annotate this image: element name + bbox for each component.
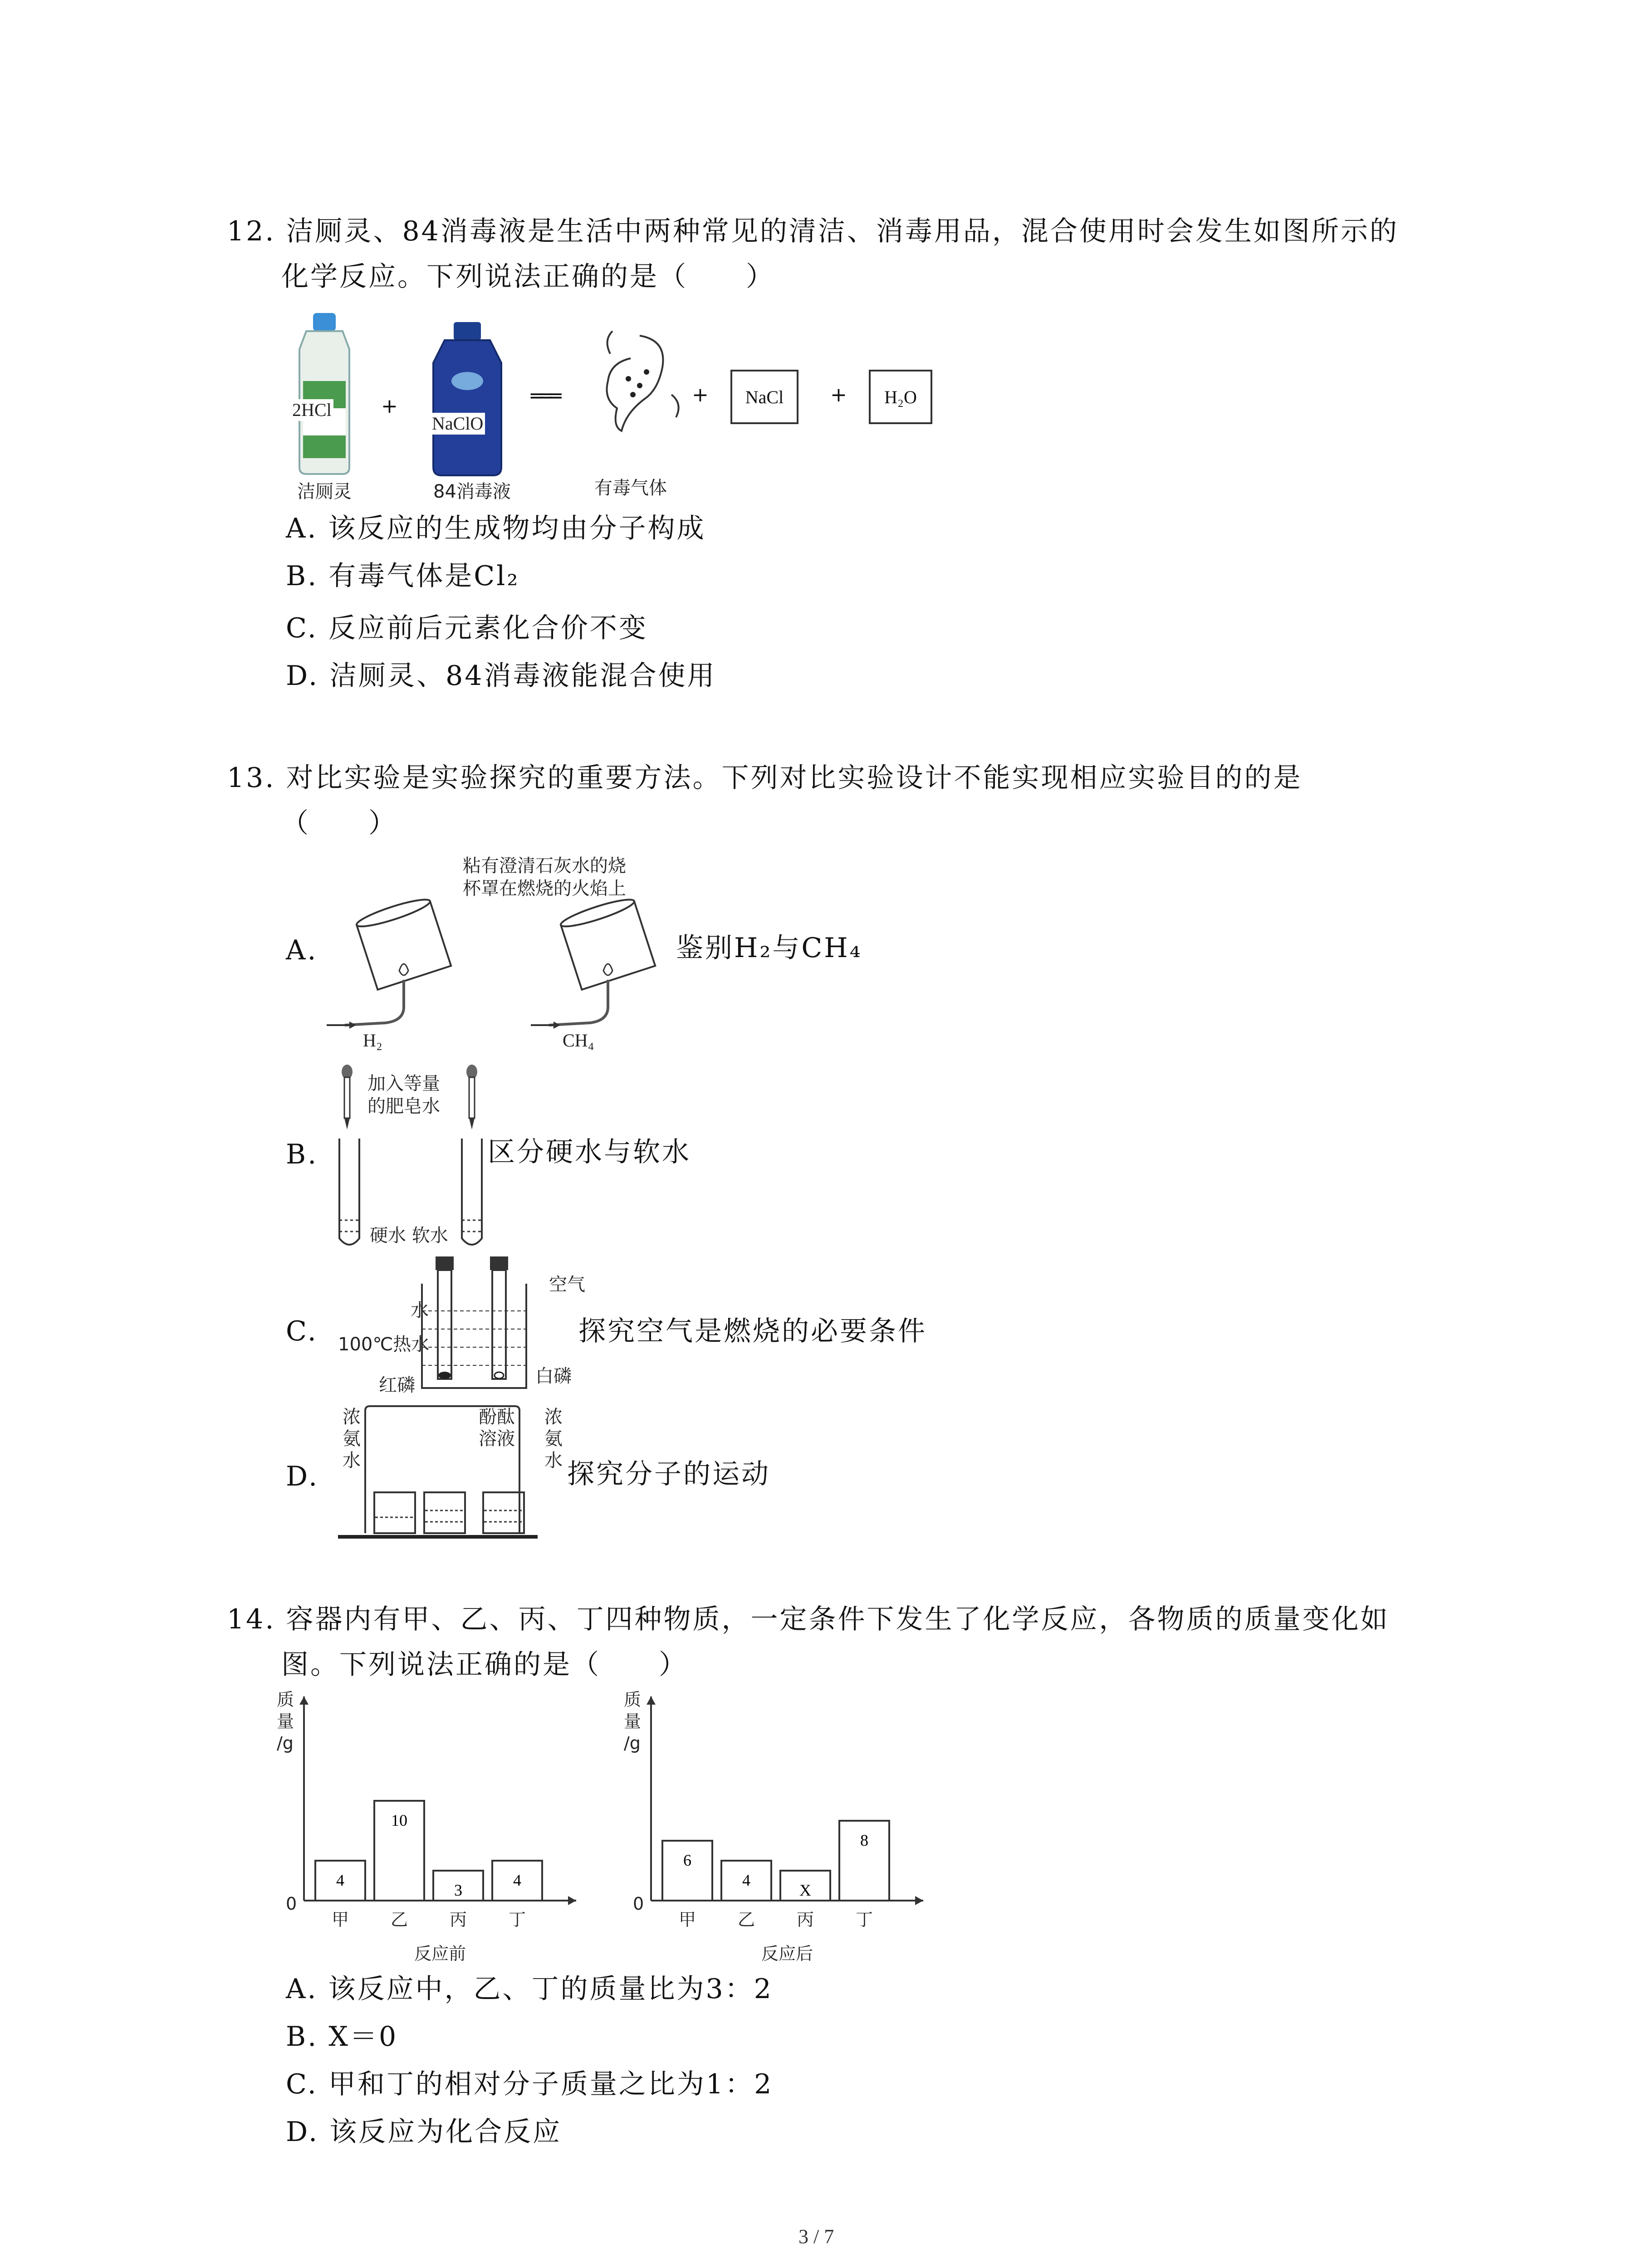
y-axis-label: 质量/g <box>624 1690 642 1753</box>
category-label: 丙 <box>796 1910 814 1930</box>
dropper-icon <box>463 1064 481 1132</box>
q13d-label-left: 浓 氨 水 <box>343 1407 361 1471</box>
test-tube-icon <box>336 1139 363 1252</box>
bar-value-label: 3 <box>454 1881 462 1899</box>
plus-sign: + <box>381 395 398 418</box>
bar-value-label: 4 <box>336 1871 344 1889</box>
q13a-gas2: CH₄ <box>563 1030 594 1051</box>
q13c-label-white: 白磷 <box>535 1366 572 1387</box>
beaker-over-flame-icon <box>336 903 517 1039</box>
q13d-label-right: 浓 氨 水 <box>544 1407 563 1471</box>
origin-label: 0 <box>633 1894 644 1914</box>
bar-value-label: 10 <box>391 1811 407 1829</box>
bar-value-label: 4 <box>742 1871 750 1889</box>
dropper-icon <box>338 1064 356 1132</box>
q12-option-d: D. 洁厕灵、84消毒液能混合使用 <box>286 660 716 692</box>
x-axis-arrow <box>915 1896 923 1905</box>
disinfectant-bottle-icon <box>422 322 513 476</box>
bar <box>662 1841 712 1901</box>
category-label: 丁 <box>508 1910 526 1930</box>
bar-chart-after <box>619 1687 946 1973</box>
bar-value-label: 4 <box>513 1871 521 1889</box>
q13b-bottom-label: 硬水 软水 <box>370 1225 448 1246</box>
q13c-label-red: 红磷 <box>379 1375 415 1396</box>
y-axis-label: 质量/g <box>277 1690 294 1753</box>
category-label: 丙 <box>449 1910 467 1930</box>
q13d-letter: D. <box>286 1461 319 1492</box>
q12-option-a: A. 该反应的生成物均由分子构成 <box>286 513 706 544</box>
q13c-label-water: 水 <box>411 1300 429 1321</box>
reactant1-name: 洁厕灵 <box>297 481 352 502</box>
q13b-caption-line2: 的肥皂水 <box>367 1096 440 1117</box>
toilet-cleaner-bottle-icon <box>281 313 367 476</box>
q13-stem-line2: （ ） <box>281 807 397 839</box>
q12-option-c: C. 反应前后元素化合价不变 <box>286 612 648 644</box>
q13c-text: 探究空气是燃烧的必要条件 <box>578 1315 927 1347</box>
plus-sign: + <box>830 383 847 406</box>
beaker-over-flame-icon <box>540 903 721 1039</box>
q13b-letter: B. <box>286 1139 318 1170</box>
category-label: 甲 <box>331 1910 349 1930</box>
page-number: 3 / 7 <box>798 2225 834 2248</box>
h2o-box: H₂O <box>869 370 932 424</box>
molecule-motion-apparatus-icon <box>338 1402 547 1542</box>
q13a-caption-line2: 杯罩在燃烧的火焰上 <box>463 878 626 899</box>
nacl-box: NaCl <box>730 370 798 424</box>
y-axis-arrow <box>299 1696 309 1705</box>
test-tube-icon <box>458 1139 485 1252</box>
q14-option-c: C. 甲和丁的相对分子质量之比为1：2 <box>286 2068 774 2100</box>
q14-stem-line2: 图。下列说法正确的是（ ） <box>281 1649 688 1681</box>
q12-stem-line2: 化学反应。下列说法正确的是（ ） <box>281 261 775 293</box>
q13a-text: 鉴别H₂与CH₄ <box>676 932 862 964</box>
chart-title: 反应后 <box>761 1944 813 1964</box>
q12-option-b: B. 有毒气体是Cl₂ <box>286 560 520 592</box>
product1-name: 有毒气体 <box>594 478 667 499</box>
bar-value-label: X <box>799 1881 811 1899</box>
toxic-gas-cloud-icon <box>585 327 690 445</box>
q13c-letter: C. <box>286 1315 318 1347</box>
chart-title: 反应前 <box>414 1944 466 1964</box>
equals-sign: ═══ <box>531 385 559 408</box>
category-label: 甲 <box>678 1910 696 1930</box>
reactant2-name: 84消毒液 <box>433 481 511 502</box>
bar-value-label: 6 <box>683 1851 691 1869</box>
category-label: 乙 <box>737 1910 755 1930</box>
q14-option-a: A. 该反应中，乙、丁的质量比为3：2 <box>286 1973 773 2005</box>
reactant2-formula: NaClO <box>430 413 485 435</box>
origin-label: 0 <box>286 1894 297 1914</box>
q13a-caption-line1: 粘有澄清石灰水的烧 <box>463 855 626 876</box>
q14-stem-line1: 14. 容器内有甲、乙、丙、丁四种物质，一定条件下发生了化学反应，各物质的质量变化如 <box>227 1603 1390 1635</box>
q13-stem-line1: 13. 对比实验是实验探究的重要方法。下列对比实验设计不能实现相应实验目的的是 <box>227 762 1303 794</box>
q13a-letter: A. <box>286 934 318 966</box>
category-label: 丁 <box>855 1910 873 1930</box>
plus-sign: + <box>692 383 709 406</box>
x-axis-arrow <box>568 1896 576 1905</box>
q13c-label-hotwater: 100℃热水 <box>338 1334 430 1355</box>
bar-chart-before <box>272 1687 599 1973</box>
q13c-label-air: 空气 <box>549 1274 585 1295</box>
q14-option-d: D. 该反应为化合反应 <box>286 2116 562 2148</box>
q13d-label-mid: 酚酞 溶液 <box>479 1407 515 1449</box>
bar-value-label: 8 <box>860 1831 868 1849</box>
category-label: 乙 <box>390 1910 408 1930</box>
q12-stem-line1: 12. 洁厕灵、84消毒液是生活中两种常见的清洁、消毒用品，混合使用时会发生如图所示的 <box>227 215 1399 247</box>
combustion-apparatus-icon <box>422 1256 540 1397</box>
q13b-text: 区分硬水与软水 <box>488 1136 691 1168</box>
q14-option-b: B. X＝0 <box>286 2021 398 2053</box>
q13b-caption-line1: 加入等量 <box>367 1073 440 1094</box>
q13d-text: 探究分子的运动 <box>567 1458 770 1490</box>
reactant1-formula: 2HCl <box>290 399 333 421</box>
y-axis-arrow <box>647 1696 656 1705</box>
q13a-gas1: H₂ <box>363 1030 382 1051</box>
